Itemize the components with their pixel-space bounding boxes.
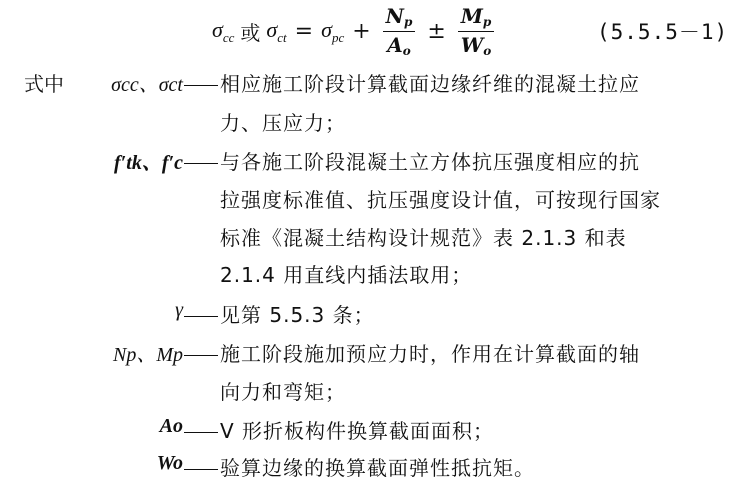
definition-row-np-mp: [0, 338, 755, 372]
formula-sigma-cc: $\sigma_{cc}$: [212, 16, 235, 45]
definition-text: 见第 5.5.3 条；: [220, 303, 375, 327]
definition-text: 与各施工阶段混凝土立方体抗压强度相应的抗: [220, 150, 640, 174]
formula-or-word: 或: [240, 20, 261, 45]
definition-dash: [184, 355, 218, 356]
formula-equation: [212, 2, 498, 60]
symbol-f-tk-c: f′tk、f′c: [113, 152, 183, 174]
definition-row-gamma: [0, 299, 755, 333]
definition-dash: [184, 432, 218, 433]
formula-sigma-pc: $\sigma_{pc}$: [321, 16, 345, 45]
definition-text: 相应施工阶段计算截面边缘纤维的混凝土拉应: [220, 72, 640, 96]
definition-row-ao: [0, 415, 755, 449]
definition-text: 验算边缘的换算截面弹性抵抗矩。: [220, 456, 535, 480]
formula-plus-minus: ±: [427, 18, 446, 44]
symbol-ao: Ao: [159, 415, 183, 437]
lead-word: 式中: [24, 72, 64, 96]
definition-text: 施工阶段施加预应力时，作用在计算截面的轴: [220, 342, 640, 366]
definition-continuation: 力、压应力；: [220, 111, 346, 135]
symbol-sigma-cc-ct: σcc、σct: [111, 74, 183, 96]
definition-dash: [184, 85, 218, 86]
definition-dash: [184, 163, 218, 164]
definition-continuation: 拉强度标准值、抗压强度设计值，可按现行国家: [220, 188, 661, 212]
symbol-wo: Wo: [156, 452, 183, 474]
formula-plus: +: [352, 18, 371, 44]
symbol-np-mp: Np、Mp: [113, 344, 183, 366]
definition-dash: [184, 469, 218, 470]
definition-row-wo: [0, 452, 755, 486]
formula-fraction-m-over-w: $\frac{M_p}{W_o}$: [458, 6, 495, 57]
symbol-gamma: γ: [175, 299, 183, 321]
definition-row-sigma: [0, 68, 755, 102]
formula-sigma-ct: $\sigma_{ct}$: [266, 16, 287, 45]
formula-equals: =: [294, 18, 314, 44]
definition-dash: [184, 316, 218, 317]
equation-number: (5.5.5－1): [597, 20, 729, 44]
definition-text: V 形折板构件换算截面面积；: [220, 419, 495, 443]
formula-fraction-n-over-a: $\frac{N_p}{A_o}$: [383, 6, 416, 57]
definition-continuation: 向力和弯矩；: [220, 380, 346, 404]
definition-continuation: 2.1.4 用直线内插法取用；: [220, 263, 473, 287]
definition-row-f: [0, 146, 755, 180]
definition-continuation: 标准《混凝土结构设计规范》表 2.1.3 和表: [220, 226, 627, 250]
